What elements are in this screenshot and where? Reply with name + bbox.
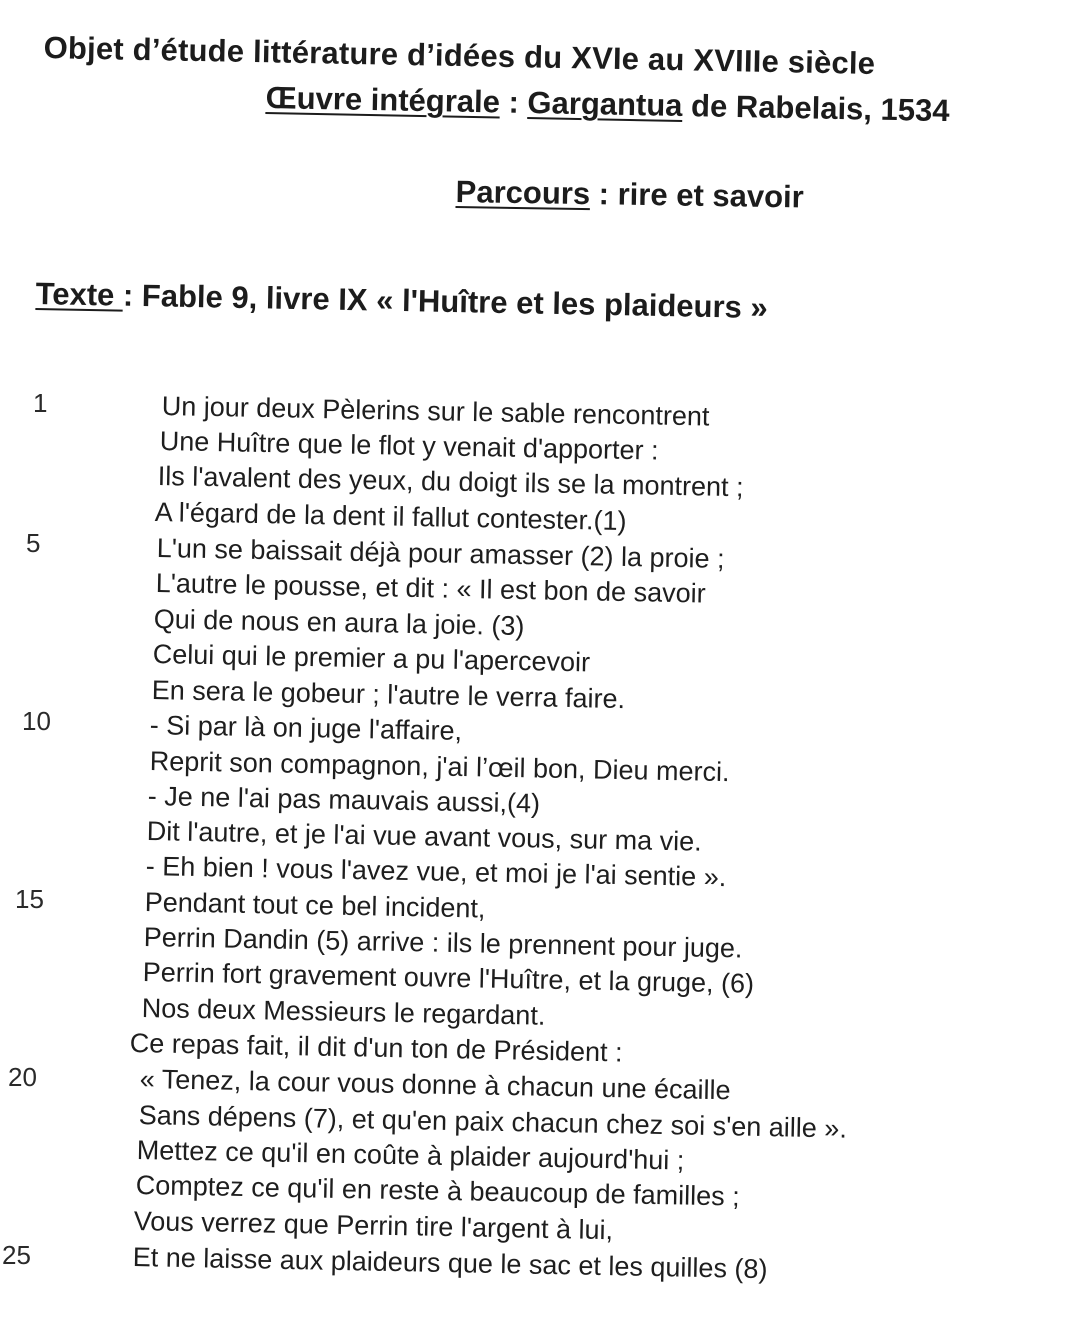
poem-line: Perrin Dandin (5) arrive : ils le prennent pour juge.	[143, 922, 743, 964]
line-number: 5	[26, 528, 41, 558]
poem-line: Une Huître que le flot y venait d'apporter :	[159, 426, 659, 466]
poem-line: - Si par là on juge l'affaire,	[149, 710, 463, 746]
poem-line: Reprit son compagnon, j'ai l’œil bon, Dieu merci.	[149, 746, 730, 788]
title-text: Objet d’étude littérature d’idées du XVIe au XVIIIe siècle	[43, 30, 876, 81]
line-number: 15	[15, 884, 44, 914]
poem-line: En sera le gobeur ; l'autre le verra faire.	[151, 675, 626, 715]
poem-line: Un jour deux Pèlerins sur le sable rencontrent	[161, 391, 710, 432]
poem-line: Mettez ce qu'il en coûte à plaider aujourd'hui ;	[136, 1135, 685, 1176]
poem-line: Dit l'autre, et je l'ai vue avant vous, sur ma vie.	[146, 816, 702, 857]
poem-line: Ils l'avalent des yeux, du doigt ils se la montrent ;	[157, 461, 744, 503]
line-number: 20	[8, 1062, 37, 1092]
poem-line: Perrin fort gravement ouvre l'Huître, et la gruge, (6)	[142, 957, 755, 999]
route-label: Parcours	[455, 174, 591, 212]
poem-line: Nos deux Messieurs le regardant.	[141, 993, 546, 1031]
route-theme: : rire et savoir	[589, 176, 805, 215]
poem-line: Pendant tout ce bel incident,	[144, 887, 486, 924]
poem-line: Et ne laisse aux plaideurs que le sac et les quilles (8)	[132, 1242, 768, 1285]
work-separator: :	[499, 84, 528, 121]
poem-line: Qui de nous en aura la joie. (3)	[153, 604, 525, 642]
poem-line: « Tenez, la cour vous donne à chacun une écaille	[139, 1064, 731, 1106]
work-title: Gargantua	[527, 85, 683, 123]
poem-line: Sans dépens (7), et qu'en paix chacun chez soi s'en aille ».	[138, 1100, 848, 1144]
poem-line: Celui qui le premier a pu l'apercevoir	[152, 639, 591, 678]
text-label: Texte	[35, 276, 124, 313]
work-label: Œuvre intégrale	[265, 80, 501, 120]
poem-line: Ce repas fait, il dit d'un ton de Président :	[129, 1028, 623, 1068]
poem-line: L'autre le pousse, et dit : « Il est bon de savoir	[155, 568, 706, 609]
line-number: 25	[2, 1240, 31, 1270]
line-number: 10	[22, 706, 51, 736]
poem-line: Comptez ce qu'il en reste à beaucoup de familles ;	[135, 1170, 740, 1212]
text-reference: : Fable 9, livre IX « l'Huître et les plaideurs »	[122, 277, 769, 326]
poem-line: - Eh bien ! vous l'avez vue, et moi je l'ai sentie ».	[145, 851, 727, 893]
poem-line: Vous verrez que Perrin tire l'argent à lui,	[133, 1206, 614, 1246]
work-author: de Rabelais, 1534	[682, 88, 950, 129]
poem-line: L'un se baissait déjà pour amasser (2) la proie ;	[156, 533, 725, 574]
line-number: 1	[33, 388, 48, 418]
poem-line: - Je ne l'ai pas mauvais aussi,(4)	[147, 781, 541, 819]
poem-line: A l'égard de la dent il fallut contester.(1)	[154, 497, 627, 537]
